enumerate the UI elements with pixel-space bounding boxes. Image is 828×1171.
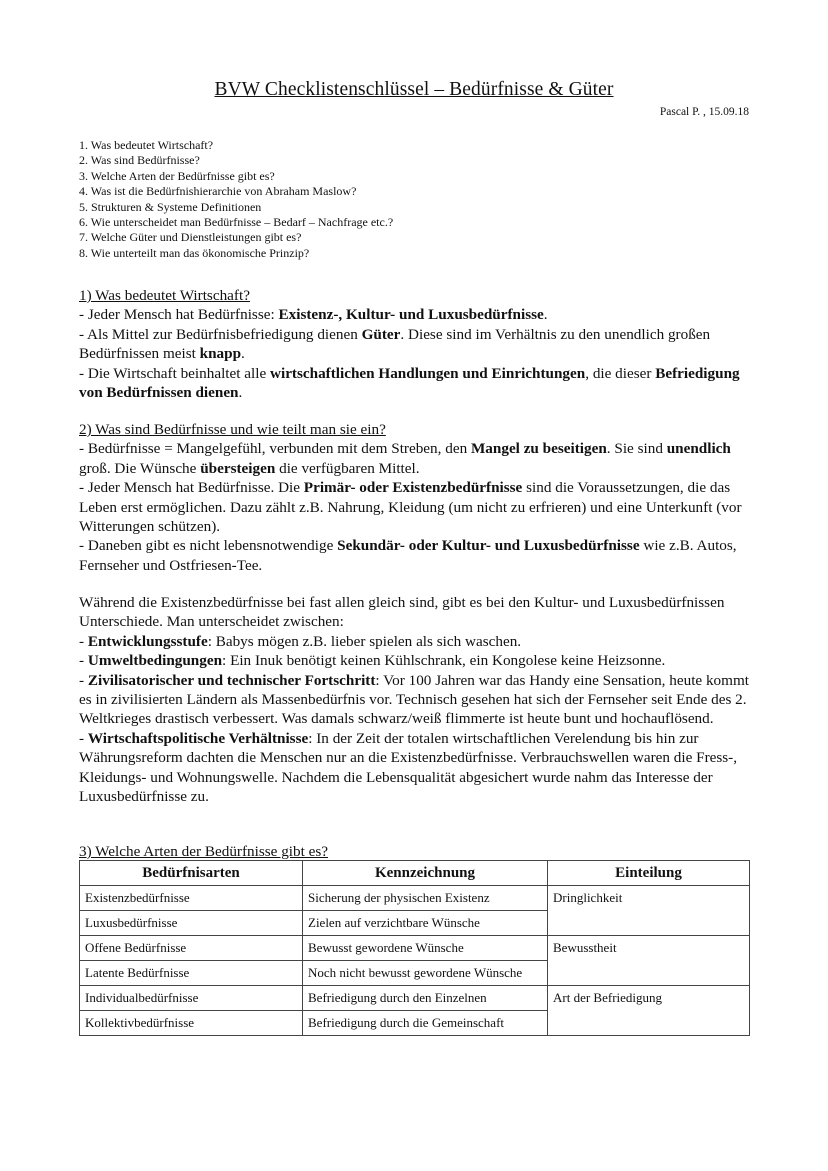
paragraph: - Jeder Mensch hat Bedürfnisse. Die Primär- oder Existenzbedürfnisse sind die Voraussetzungen, die das Leben erst ermöglichen. Dazu zählt z.B. Nahrung, Kleidung (um nicht zu erfrieren) und eine Unterkunft (vor Witterungen schützen). [79,479,742,536]
section-wirtschaft [79,286,759,402]
section-unterschiede [79,593,759,806]
paragraph: Während die Existenzbedürfnisse bei fast allen gleich sind, gibt es bei den Kultur- und Luxusbedürfnissen Unterschiede. Man unterscheidet zwischen: [79,594,725,631]
toc-item: 3. Welche Arten der Bedürfnisse gibt es? [79,168,275,183]
section-heading: 2) Was sind Bedürfnisse und wie teilt man sie ein? [79,421,386,438]
toc-item: 8. Wie unterteilt man das ökonomische Prinzip? [79,245,310,260]
table-row [80,986,750,1011]
table-header-row [80,861,750,886]
paragraph: - Daneben gibt es nicht lebensnotwendige Sekundär- oder Kultur- und Luxusbedürfnisse wie z.B. Autos, Fernseher und Ostfriesen-Tee. [79,537,737,574]
table-row [80,936,750,961]
section-arten [79,842,759,861]
table-cell: Bewusst gewordene Wünsche [303,936,548,961]
paragraph: - Als Mittel zur Bedürfnisbefriedigung dienen Güter. Diese sind im Verhältnis zu den unendlich großen Bedürfnissen meist knapp. [79,325,711,363]
paragraph: - Die Wirtschaft beinhaltet alle wirtschaftlichen Handlungen und Einrichtungen, die dieser Befriedigung von Bedürfnissen dienen. [79,364,740,402]
section-heading: 3) Welche Arten der Bedürfnisse gibt es? [79,843,329,860]
table-cell: Luxusbedürfnisse [80,911,303,936]
section-heading: 1) Was bedeutet Wirtschaft? [79,287,250,304]
table-row [80,961,750,986]
toc-item: 7. Welche Güter und Dienstleistungen gibt es? [79,230,302,245]
table-cell: Latente Bedürfnisse [80,961,303,986]
table-cell: Noch nicht bewusst gewordene Wünsche [303,961,548,986]
table-cell: Art der Befriedigung [548,986,750,1011]
beduerfnisarten-table [79,860,750,1036]
section-beduerfnisse [79,420,759,575]
table-cell: Bewusstheit [548,936,750,961]
page-title: BVW Checklistenschlüssel – Bedürfnisse & Güter [214,79,614,100]
bullet-item: - Entwicklungsstufe: Babys mögen z.B. lieber spielen als sich waschen. [79,632,522,650]
table-row [80,886,750,911]
paragraph: - Bedürfnisse = Mangelgefühl, verbunden mit dem Streben, den Mangel zu beseitigen. Sie sind unendlich groß. Die Wünsche übersteigen die verfügbaren Mittel. [79,440,731,477]
table-cell: Sicherung der physischen Existenz [303,886,548,911]
table-row [80,911,750,936]
table-cell: Individualbedürfnisse [80,986,303,1011]
table-cell [548,911,750,936]
table-of-contents [79,138,393,261]
table-cell: Existenzbedürfnisse [80,886,303,911]
author-date: Pascal P. , 15.09.18 [659,106,749,118]
table-cell: Befriedigung durch die Gemeinschaft [303,1011,548,1036]
table-row [80,1011,750,1036]
toc-item: 5. Strukturen & Systeme Definitionen [79,199,262,214]
table-cell: Zielen auf verzichtbare Wünsche [303,911,548,936]
table-cell [548,961,750,986]
bullet-item: - Wirtschaftspolitische Verhältnisse: In der Zeit der totalen wirtschaftlichen Verelendung bis hin zur Währungsreform dachten die Menschen nur an die Existenzbedürfnisse. Verbrauchswellen waren die Fress-, Kleidungs- und Wohnungswelle. Nachdem die Lebensqualität abgesichert wurde nahm das Interesse der Luxusbedürfnisse zu. [79,729,738,806]
toc-item: 6. Wie unterscheidet man Bedürfnisse – Bedarf – Nachfrage etc.? [79,215,394,230]
column-header: Einteilung [548,861,750,886]
toc-item: 1. Was bedeutet Wirtschaft? [79,138,214,152]
table-cell: Dringlichkeit [548,886,750,911]
paragraph: - Jeder Mensch hat Bedürfnisse: Existenz-, Kultur- und Luxusbedürfnisse. [79,306,548,324]
table-cell: Kollektivbedürfnisse [80,1011,303,1036]
column-header: Kennzeichnung [303,861,548,886]
column-header: Bedürfnisarten [80,861,303,886]
table-cell: Befriedigung durch den Einzelnen [303,986,548,1011]
table-cell: Offene Bedürfnisse [80,936,303,961]
bullet-item: - Zivilisatorischer und technischer Fortschritt: Vor 100 Jahren war das Handy eine Sensation, heute kommt es in zivilisierten Ländern als Massenbedürfnis vor. Technisch gesehen hat sich der Fernseher seit Ende des 2. Weltkrieges drastisch verbessert. Was damals schwarz/weiß flimmerte ist heute bunt und hochauflösend. [79,671,749,728]
toc-item: 2. Was sind Bedürfnisse? [79,153,200,168]
bullet-item: - Umweltbedingungen: Ein Inuk benötigt keinen Kühlschrank, ein Kongolese keine Heizsonne. [79,652,666,670]
toc-item: 4. Was ist die Bedürfnishierarchie von Abraham Maslow? [79,184,357,199]
table-cell [548,1011,750,1036]
